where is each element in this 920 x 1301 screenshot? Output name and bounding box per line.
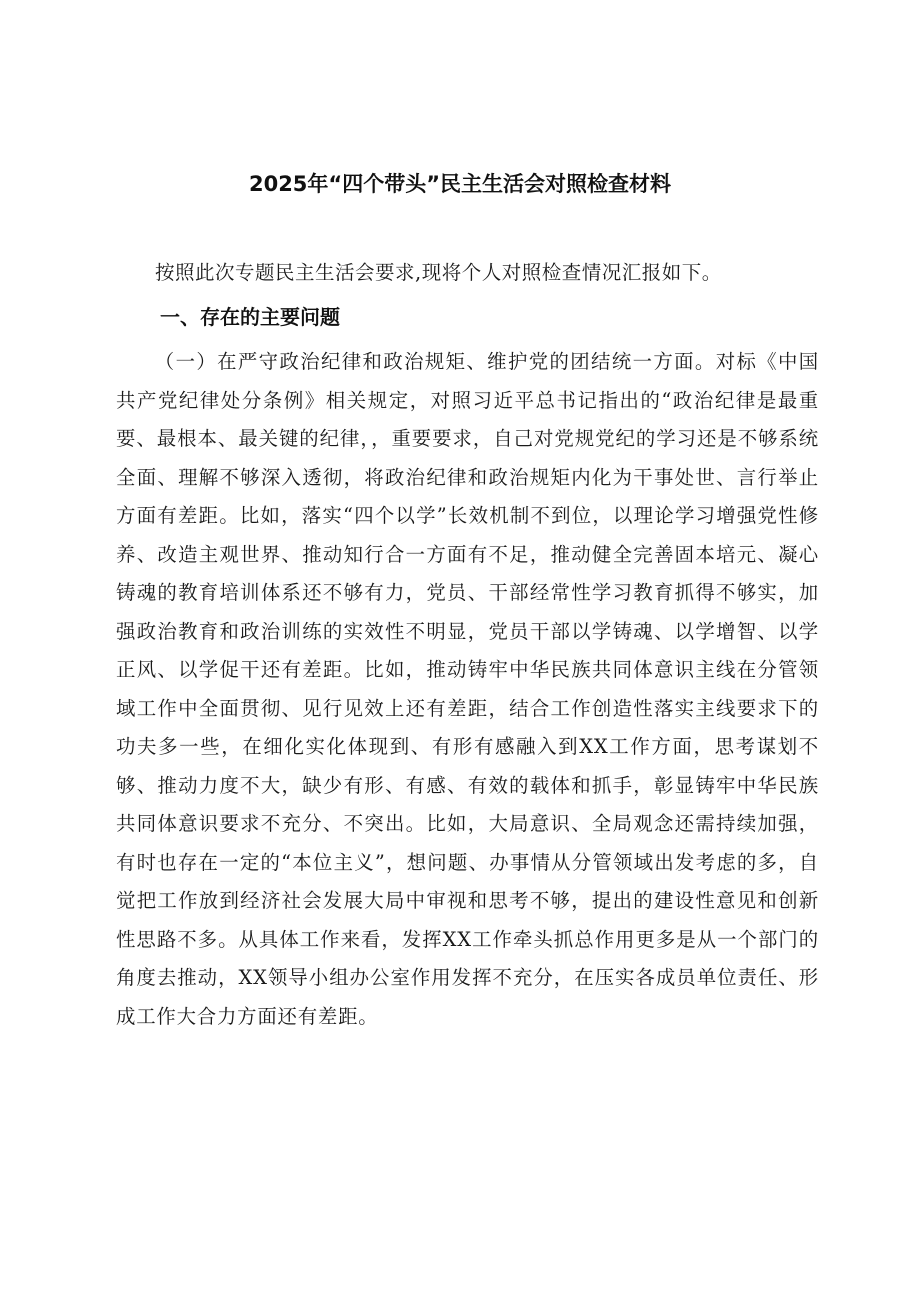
body-paragraph: （一）在严守政治纪律和政治规矩、维护党的团结统一方面。对标《中国共产党纪律处分条例》相关规定，对照习近平总书记指出的“政治纪律是最重要、最根本、最关键的纪律，，重要要求，自己对党规党纪的学习还是不够系统全面、理解不够深入透彻，将政治纪律和政治规矩内化为干事处世、言行举止方面有差距。比如，落实“四个以学”长效机制不到位，以理论学习增强党性修养、改造主观世界、推动知行合一方面有不足，推动健全完善固本培元、凝心铸魂的教育培训体系还不够有力，党员、干部经常性学习教育抓得不够实，加强政治教育和政治训练的实效性不明显，党员干部以学铸魂、以学增智、以学正风、以学促干还有差距。比如，推动铸牢中华民族共同体意识主线在分管领域工作中全面贯彻、见行见效上还有差距，结合工作创造性落实主线要求下的功夫多一些，在细化实化体现到、有形有感融入到XX工作方面，思考谋划不够、推动力度不大，缺少有形、有感、有效的载体和抓手，彰显铸牢中华民族共同体意识要求不充分、不突出。比如，大局意识、全局观念还需持续加强，有时也存在一定的“本位主义”，想问题、办事情从分管领域出发考虑的多，自觉把工作放到经济社会发展大局中审视和思考不够，提出的建设性意见和创新性思路不多。从具体工作来看，发挥XX工作牵头抓总作用更多是从一个部门的角度去推动，XX领导小组办公室作用发挥不充分，在压实各成员单位责任、形成工作大合力方面还有差距。 <box>116 350 819 1028</box>
intro-paragraph: 按照此次专题民主生活会要求,现将个人对照检查情况汇报如下。 <box>155 261 722 284</box>
document-title: 2025年“四个带头”民主生活会对照检查材料 <box>248 172 672 196</box>
section-heading: 一、存在的主要问题 <box>160 305 340 329</box>
